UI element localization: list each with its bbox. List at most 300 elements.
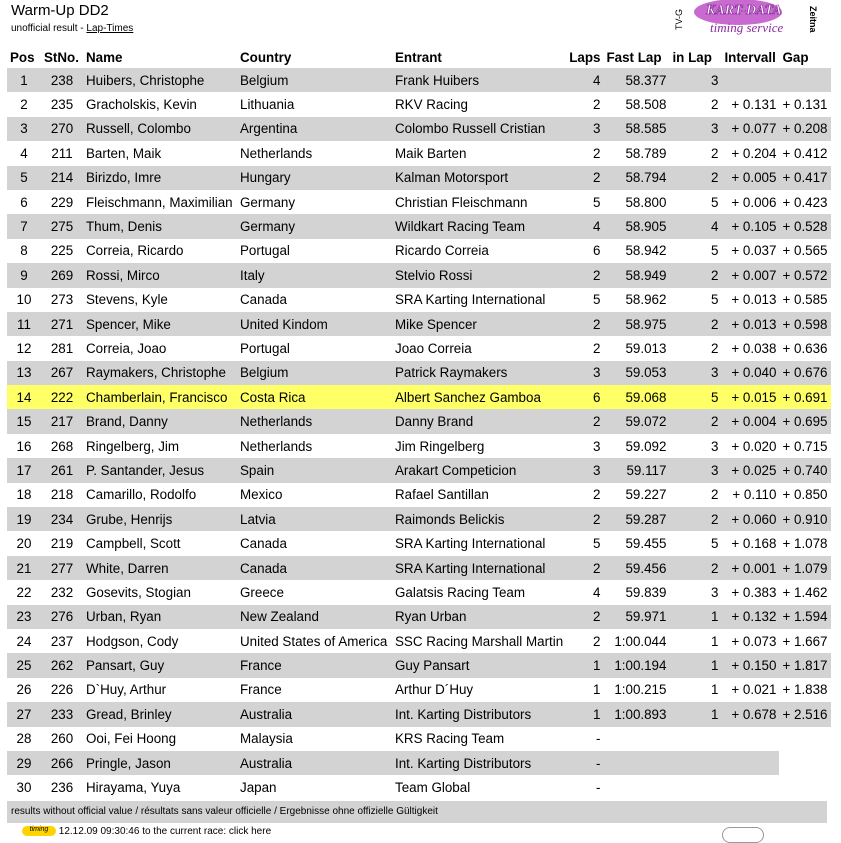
- cell-name: Hirayama, Yuya: [86, 780, 181, 796]
- cell-laps: 2: [593, 340, 601, 356]
- unofficial-label: unofficial result: [11, 23, 78, 34]
- table-row: [7, 312, 831, 336]
- logo-brand: KART-DATA: [706, 3, 782, 18]
- cell-gap: + 0.423: [782, 194, 828, 210]
- cell-name: Ringelberg, Jim: [86, 438, 180, 454]
- cell-gap: + 1.817: [779, 653, 830, 677]
- cell-entrant: Ricardo Correia: [395, 243, 489, 259]
- table-row: [7, 190, 831, 214]
- cell-pos: 6: [20, 194, 28, 210]
- result-status: [11, 23, 133, 34]
- cell-laps: 1: [566, 702, 603, 726]
- cell-entrant: RKV Racing: [395, 97, 468, 113]
- cell-laps: 2: [566, 166, 603, 190]
- cell-pos: 13: [7, 361, 41, 385]
- results-table: [7, 46, 831, 800]
- table-row: [7, 556, 831, 580]
- cell-pos: 9: [7, 263, 41, 287]
- col-name: Name: [86, 49, 123, 65]
- cell-entrant: Frank Huibers: [392, 68, 566, 92]
- cell-gap: + 0.572: [779, 263, 830, 287]
- table-header-row: [7, 46, 831, 68]
- cell-interval: + 0.150: [721, 653, 779, 677]
- cell-fast: 58.975: [603, 312, 669, 336]
- cell-gap: + 0.715: [782, 438, 828, 454]
- cell-st: 281: [50, 340, 74, 356]
- cell-inlap: 3: [669, 117, 721, 141]
- cell-gap: + 0.598: [779, 312, 830, 336]
- cell-fast: 59.456: [603, 556, 669, 580]
- cell-country: Australia: [237, 702, 392, 726]
- cell-entrant: Int. Karting Distributors: [392, 751, 566, 775]
- cell-pos: 10: [16, 292, 32, 308]
- cell-fast: [603, 775, 669, 799]
- cell-entrant: Arakart Competicion: [392, 458, 566, 482]
- table-row: [7, 409, 831, 433]
- cell-st: 269: [41, 263, 83, 287]
- cell-country: Canada: [240, 292, 287, 308]
- cell-gap: + 0.676: [779, 361, 830, 385]
- cell-fast: 59.072: [603, 409, 669, 433]
- cell-interval: + 0.005: [721, 166, 779, 190]
- cell-entrant: Raimonds Belickis: [392, 507, 566, 531]
- logo-tagline: timing service: [710, 20, 784, 35]
- cell-entrant: SRA Karting International: [395, 292, 546, 308]
- cell-country: Netherlands: [237, 409, 392, 433]
- cell-fast: 59.117: [603, 458, 669, 482]
- cell-st: 229: [50, 194, 74, 210]
- cell-interval: + 0.678: [721, 702, 779, 726]
- cell-inlap: 1: [669, 653, 721, 677]
- cell-entrant: Maik Barten: [395, 145, 467, 161]
- cell-gap: + 0.636: [782, 340, 828, 356]
- cell-laps: 2: [566, 605, 603, 629]
- cell-laps: 1: [566, 653, 603, 677]
- cell-inlap: 3: [669, 458, 721, 482]
- cell-interval: + 0.007: [721, 263, 779, 287]
- cell-country: Argentina: [237, 117, 392, 141]
- cell-st: 211: [51, 145, 73, 161]
- cell-st: 261: [41, 458, 83, 482]
- cell-name: Stevens, Kyle: [86, 292, 168, 308]
- cell-laps: -: [595, 731, 601, 747]
- cell-entrant: Albert Sanchez Gamboa: [392, 385, 566, 409]
- cell-laps: 2: [593, 487, 601, 503]
- cell-pos: 19: [7, 507, 41, 531]
- cell-interval: + 0.131: [731, 97, 777, 113]
- cell-country: Portugal: [240, 340, 290, 356]
- cell-inlap: 1: [669, 605, 721, 629]
- cell-name: Correia, Ricardo: [86, 243, 184, 259]
- cell-country: Costa Rica: [237, 385, 392, 409]
- cell-laps: 1: [593, 682, 601, 698]
- cell-pos: 22: [16, 584, 32, 600]
- cell-entrant: Rafael Santillan: [395, 487, 489, 503]
- cell-fast: 58.794: [603, 166, 669, 190]
- cell-laps: 6: [593, 243, 601, 259]
- cell-inlap: 3: [669, 361, 721, 385]
- cell-country: New Zealand: [237, 605, 392, 629]
- cell-gap: + 0.208: [779, 117, 830, 141]
- cell-inlap: 2: [669, 263, 721, 287]
- cell-country: Belgium: [237, 361, 392, 385]
- timing-logo: timing: [22, 826, 56, 836]
- cell-name: D`Huy, Arthur: [86, 682, 167, 698]
- table-row: [7, 531, 831, 555]
- cell-inlap: 5: [669, 385, 721, 409]
- cell-inlap: 2: [711, 97, 719, 113]
- cell-fast: [603, 727, 669, 751]
- cell-pos: 27: [7, 702, 41, 726]
- cell-fast: 58.377: [603, 68, 669, 92]
- cell-inlap: 2: [711, 340, 719, 356]
- cell-interval: + 0.021: [731, 682, 777, 698]
- table-row: [7, 653, 831, 677]
- col-gap: Gap: [782, 49, 809, 65]
- cell-country: France: [237, 653, 392, 677]
- cell-laps: -: [566, 751, 603, 775]
- cell-inlap: 2: [669, 166, 721, 190]
- cell-gap: + 1.594: [779, 605, 830, 629]
- cell-interval: + 0.025: [721, 458, 779, 482]
- cell-gap: + 0.910: [779, 507, 830, 531]
- table-row: [7, 385, 831, 409]
- cell-entrant: SRA Karting International: [392, 556, 566, 580]
- cell-laps: 2: [566, 312, 603, 336]
- cell-inlap: 2: [669, 312, 721, 336]
- cell-name: P. Santander, Jesus: [83, 458, 237, 482]
- page-title: Warm-Up DD2: [11, 2, 109, 19]
- cell-pos: 12: [16, 340, 32, 356]
- cell-country: Canada: [237, 556, 392, 580]
- cell-fast: 59.013: [625, 340, 667, 356]
- cell-country: Australia: [237, 751, 392, 775]
- cell-laps: 2: [593, 145, 601, 161]
- cell-fast: 59.839: [625, 584, 667, 600]
- cell-laps: 2: [593, 97, 601, 113]
- cell-st: 233: [41, 702, 83, 726]
- cell-gap: [779, 775, 830, 799]
- cell-pos: 25: [7, 653, 41, 677]
- cell-interval: + 0.020: [731, 438, 777, 454]
- col-laps: Laps: [569, 49, 601, 65]
- cell-st: 219: [50, 536, 74, 552]
- cell-entrant: Guy Pansart: [392, 653, 566, 677]
- cell-name: Urban, Ryan: [83, 605, 237, 629]
- cell-interval: + 0.013: [721, 312, 779, 336]
- cell-interval: [721, 775, 779, 799]
- col-intervall: Intervall: [724, 49, 776, 65]
- cell-pos: 17: [7, 458, 41, 482]
- cell-pos: 7: [7, 214, 41, 238]
- cell-name: Gosevits, Stogian: [86, 584, 191, 600]
- cell-interval: + 0.013: [731, 292, 777, 308]
- cell-fast: 58.800: [625, 194, 667, 210]
- cell-laps: 2: [566, 556, 603, 580]
- cell-entrant: Ryan Urban: [392, 605, 566, 629]
- cell-inlap: 5: [711, 292, 719, 308]
- table-row: [7, 214, 831, 238]
- cell-interval: + 0.037: [731, 243, 777, 259]
- cell-laps: 3: [593, 438, 601, 454]
- cell-gap: + 2.516: [779, 702, 830, 726]
- cell-st: 214: [41, 166, 83, 190]
- cell-pos: 14: [7, 385, 41, 409]
- cell-country: Italy: [237, 263, 392, 287]
- bottom-bar: [22, 826, 271, 837]
- cell-name: Rossi, Mirco: [83, 263, 237, 287]
- cell-laps: 3: [566, 458, 603, 482]
- cell-entrant: Stelvio Rossi: [392, 263, 566, 287]
- col-country: Country: [240, 49, 292, 65]
- cell-inlap: 2: [669, 556, 721, 580]
- cell-laps: -: [595, 780, 601, 796]
- cell-pos: 28: [16, 731, 32, 747]
- cell-name: Pringle, Jason: [83, 751, 237, 775]
- cell-fast: 1:00.044: [614, 633, 667, 649]
- cell-interval: + 0.006: [731, 194, 777, 210]
- cell-fast: 58.962: [625, 292, 667, 308]
- cell-fast: 59.092: [625, 438, 667, 454]
- cell-st: 273: [50, 292, 74, 308]
- cell-laps: 4: [566, 214, 603, 238]
- cell-country: Portugal: [240, 243, 290, 259]
- cell-laps: 3: [566, 361, 603, 385]
- cell-country: France: [240, 682, 282, 698]
- cell-interval: + 0.105: [721, 214, 779, 238]
- cell-gap: + 1.462: [782, 584, 828, 600]
- cell-name: Ooi, Fei Hoong: [86, 731, 177, 747]
- cell-name: Gracholskis, Kevin: [86, 97, 197, 113]
- cell-st: 236: [50, 780, 74, 796]
- cell-entrant: SRA Karting International: [395, 536, 546, 552]
- col-fast-lap: Fast Lap: [606, 49, 662, 65]
- cell-name: Spencer, Mike: [83, 312, 237, 336]
- cell-pos: 30: [16, 780, 32, 796]
- table-row: [7, 434, 831, 458]
- cell-inlap: 1: [669, 702, 721, 726]
- table-row: [7, 605, 831, 629]
- cell-entrant: Arthur D´Huy: [395, 682, 474, 698]
- cell-name: Campbell, Scott: [86, 536, 181, 552]
- cell-laps: 2: [566, 507, 603, 531]
- cell-gap: + 0.850: [782, 487, 828, 503]
- cell-name: Pansart, Guy: [83, 653, 237, 677]
- cell-country: Spain: [237, 458, 392, 482]
- cell-st: 271: [41, 312, 83, 336]
- cell-name: Hodgson, Cody: [86, 633, 179, 649]
- cell-fast: 1:00.194: [603, 653, 669, 677]
- cell-interval: + 0.015: [721, 385, 779, 409]
- table-row: [7, 68, 831, 92]
- cell-name: Barten, Maik: [86, 145, 162, 161]
- cell-laps: 2: [566, 409, 603, 433]
- cell-gap: + 0.417: [779, 166, 830, 190]
- lap-times-link[interactable]: Lap-Times: [86, 23, 134, 34]
- cell-country: Japan: [240, 780, 277, 796]
- cell-pos: 1: [7, 68, 41, 92]
- cell-country: Hungary: [237, 166, 392, 190]
- cell-interval: + 0.383: [731, 584, 777, 600]
- cell-pos: 24: [16, 633, 32, 649]
- cell-name: Raymakers, Christophe: [83, 361, 237, 385]
- cell-inlap: [669, 727, 721, 751]
- cell-interval: + 0.060: [721, 507, 779, 531]
- cell-st: 225: [50, 243, 74, 259]
- cell-laps: 5: [593, 194, 601, 210]
- cell-inlap: 4: [669, 214, 721, 238]
- cell-st: 266: [41, 751, 83, 775]
- cell-inlap: 2: [669, 507, 721, 531]
- cell-interval: + 0.001: [721, 556, 779, 580]
- current-race-link[interactable]: 12.12.09 09:30:46 to the current race: click here: [58, 826, 272, 837]
- cell-interval: + 0.038: [731, 340, 777, 356]
- table-row: [7, 141, 831, 165]
- cell-st: 222: [41, 385, 83, 409]
- cell-name: Gread, Brinley: [83, 702, 237, 726]
- cell-pos: 16: [16, 438, 32, 454]
- cell-fast: 58.949: [603, 263, 669, 287]
- cell-name: Brand, Danny: [83, 409, 237, 433]
- cell-laps: 5: [593, 536, 601, 552]
- table-row: [7, 580, 831, 604]
- kart-data-logo: [676, 0, 841, 40]
- cell-fast: 58.789: [625, 145, 667, 161]
- cell-st: 232: [50, 584, 74, 600]
- table-row: [7, 166, 831, 190]
- cell-name: Thum, Denis: [83, 214, 237, 238]
- cell-st: 275: [41, 214, 83, 238]
- table-row: [7, 727, 831, 751]
- cell-entrant: Int. Karting Distributors: [392, 702, 566, 726]
- cell-entrant: Team Global: [395, 780, 471, 796]
- cell-pos: 11: [7, 312, 41, 336]
- cell-fast: 59.068: [603, 385, 669, 409]
- table-row: [7, 751, 831, 775]
- table-row: [7, 92, 831, 116]
- cell-entrant: SSC Racing Marshall Martin: [395, 633, 564, 649]
- cell-country: Malaysia: [240, 731, 293, 747]
- cell-st: 277: [41, 556, 83, 580]
- cell-name: Chamberlain, Francisco: [83, 385, 237, 409]
- separator: -: [77, 23, 87, 34]
- cell-country: Latvia: [237, 507, 392, 531]
- cell-laps: 4: [566, 68, 603, 92]
- cell-pos: 4: [20, 145, 28, 161]
- table-row: [7, 629, 831, 653]
- cell-fast: 58.508: [625, 97, 667, 113]
- cell-pos: 8: [20, 243, 28, 259]
- cell-inlap: 1: [711, 633, 719, 649]
- table-row: [7, 507, 831, 531]
- cell-entrant: KRS Racing Team: [395, 731, 505, 747]
- col-in-lap: in Lap: [672, 49, 712, 65]
- cell-st: 226: [50, 682, 74, 698]
- cell-laps: 6: [566, 385, 603, 409]
- cell-interval: + 0.004: [721, 409, 779, 433]
- cell-st: 238: [41, 68, 83, 92]
- cell-interval: + 0.168: [731, 536, 777, 552]
- cell-fast: 59.971: [603, 605, 669, 629]
- cell-inlap: 3: [711, 438, 719, 454]
- cell-laps: 5: [593, 292, 601, 308]
- cell-inlap: 5: [711, 194, 719, 210]
- cell-pos: 23: [7, 605, 41, 629]
- cell-entrant: Galatsis Racing Team: [395, 584, 525, 600]
- cell-country: United States of America: [240, 633, 388, 649]
- cell-gap: + 0.565: [782, 243, 828, 259]
- cell-gap: + 1.838: [782, 682, 828, 698]
- cell-st: 218: [50, 487, 74, 503]
- cell-inlap: 5: [711, 243, 719, 259]
- cell-fast: 59.455: [625, 536, 667, 552]
- cell-interval: + 0.073: [731, 633, 777, 649]
- cell-inlap: 3: [711, 584, 719, 600]
- cell-interval: [721, 727, 779, 751]
- cell-gap: + 0.585: [782, 292, 828, 308]
- table-row: [7, 336, 831, 360]
- cell-interval: + 0.110: [732, 487, 777, 503]
- cell-inlap: 1: [711, 682, 719, 698]
- cell-fast: 1:00.893: [603, 702, 669, 726]
- cell-interval: + 0.204: [731, 145, 777, 161]
- cell-interval: + 0.040: [721, 361, 779, 385]
- logo-side-left: TV-G: [674, 8, 684, 30]
- table-row: [7, 458, 831, 482]
- cell-pos: 18: [16, 487, 32, 503]
- cell-laps: 2: [593, 633, 601, 649]
- cell-country: Canada: [240, 536, 287, 552]
- cell-st: 267: [41, 361, 83, 385]
- cell-country: Netherlands: [240, 438, 313, 454]
- cell-inlap: 2: [669, 409, 721, 433]
- cell-entrant: Wildkart Racing Team: [392, 214, 566, 238]
- cell-entrant: Mike Spencer: [392, 312, 566, 336]
- cell-pos: 5: [7, 166, 41, 190]
- cell-st: 235: [50, 97, 74, 113]
- cell-pos: 2: [20, 97, 28, 113]
- cell-pos: 29: [7, 751, 41, 775]
- cell-name: Camarillo, Rodolfo: [86, 487, 197, 503]
- cell-inlap: 2: [711, 145, 719, 161]
- cell-fast: 59.287: [603, 507, 669, 531]
- cell-entrant: Christian Fleischmann: [395, 194, 528, 210]
- table-row: [7, 239, 831, 263]
- cell-gap: [779, 751, 830, 775]
- cell-country: Netherlands: [240, 145, 313, 161]
- cell-fast: 59.053: [603, 361, 669, 385]
- col-pos: Pos: [10, 49, 35, 65]
- cell-pos: 20: [16, 536, 32, 552]
- cell-fast: 1:00.215: [614, 682, 667, 698]
- cell-gap: + 0.131: [782, 97, 828, 113]
- cell-name: Grube, Henrijs: [83, 507, 237, 531]
- cell-gap: + 1.667: [782, 633, 828, 649]
- table-row: [7, 775, 831, 799]
- cell-inlap: 3: [669, 68, 721, 92]
- cell-st: 276: [41, 605, 83, 629]
- disclaimer-footer: results without official value / résultats sans valeur officielle / Ergebnisse ohne offizielle Gültigkeit: [7, 801, 827, 823]
- cell-name: Huibers, Christophe: [83, 68, 237, 92]
- table-row: [7, 678, 831, 702]
- cell-fast: 58.585: [603, 117, 669, 141]
- cell-laps: 4: [593, 584, 601, 600]
- cell-pos: 21: [7, 556, 41, 580]
- table-row: [7, 361, 831, 385]
- cell-laps: 3: [566, 117, 603, 141]
- cell-st: 217: [41, 409, 83, 433]
- cell-st: 234: [41, 507, 83, 531]
